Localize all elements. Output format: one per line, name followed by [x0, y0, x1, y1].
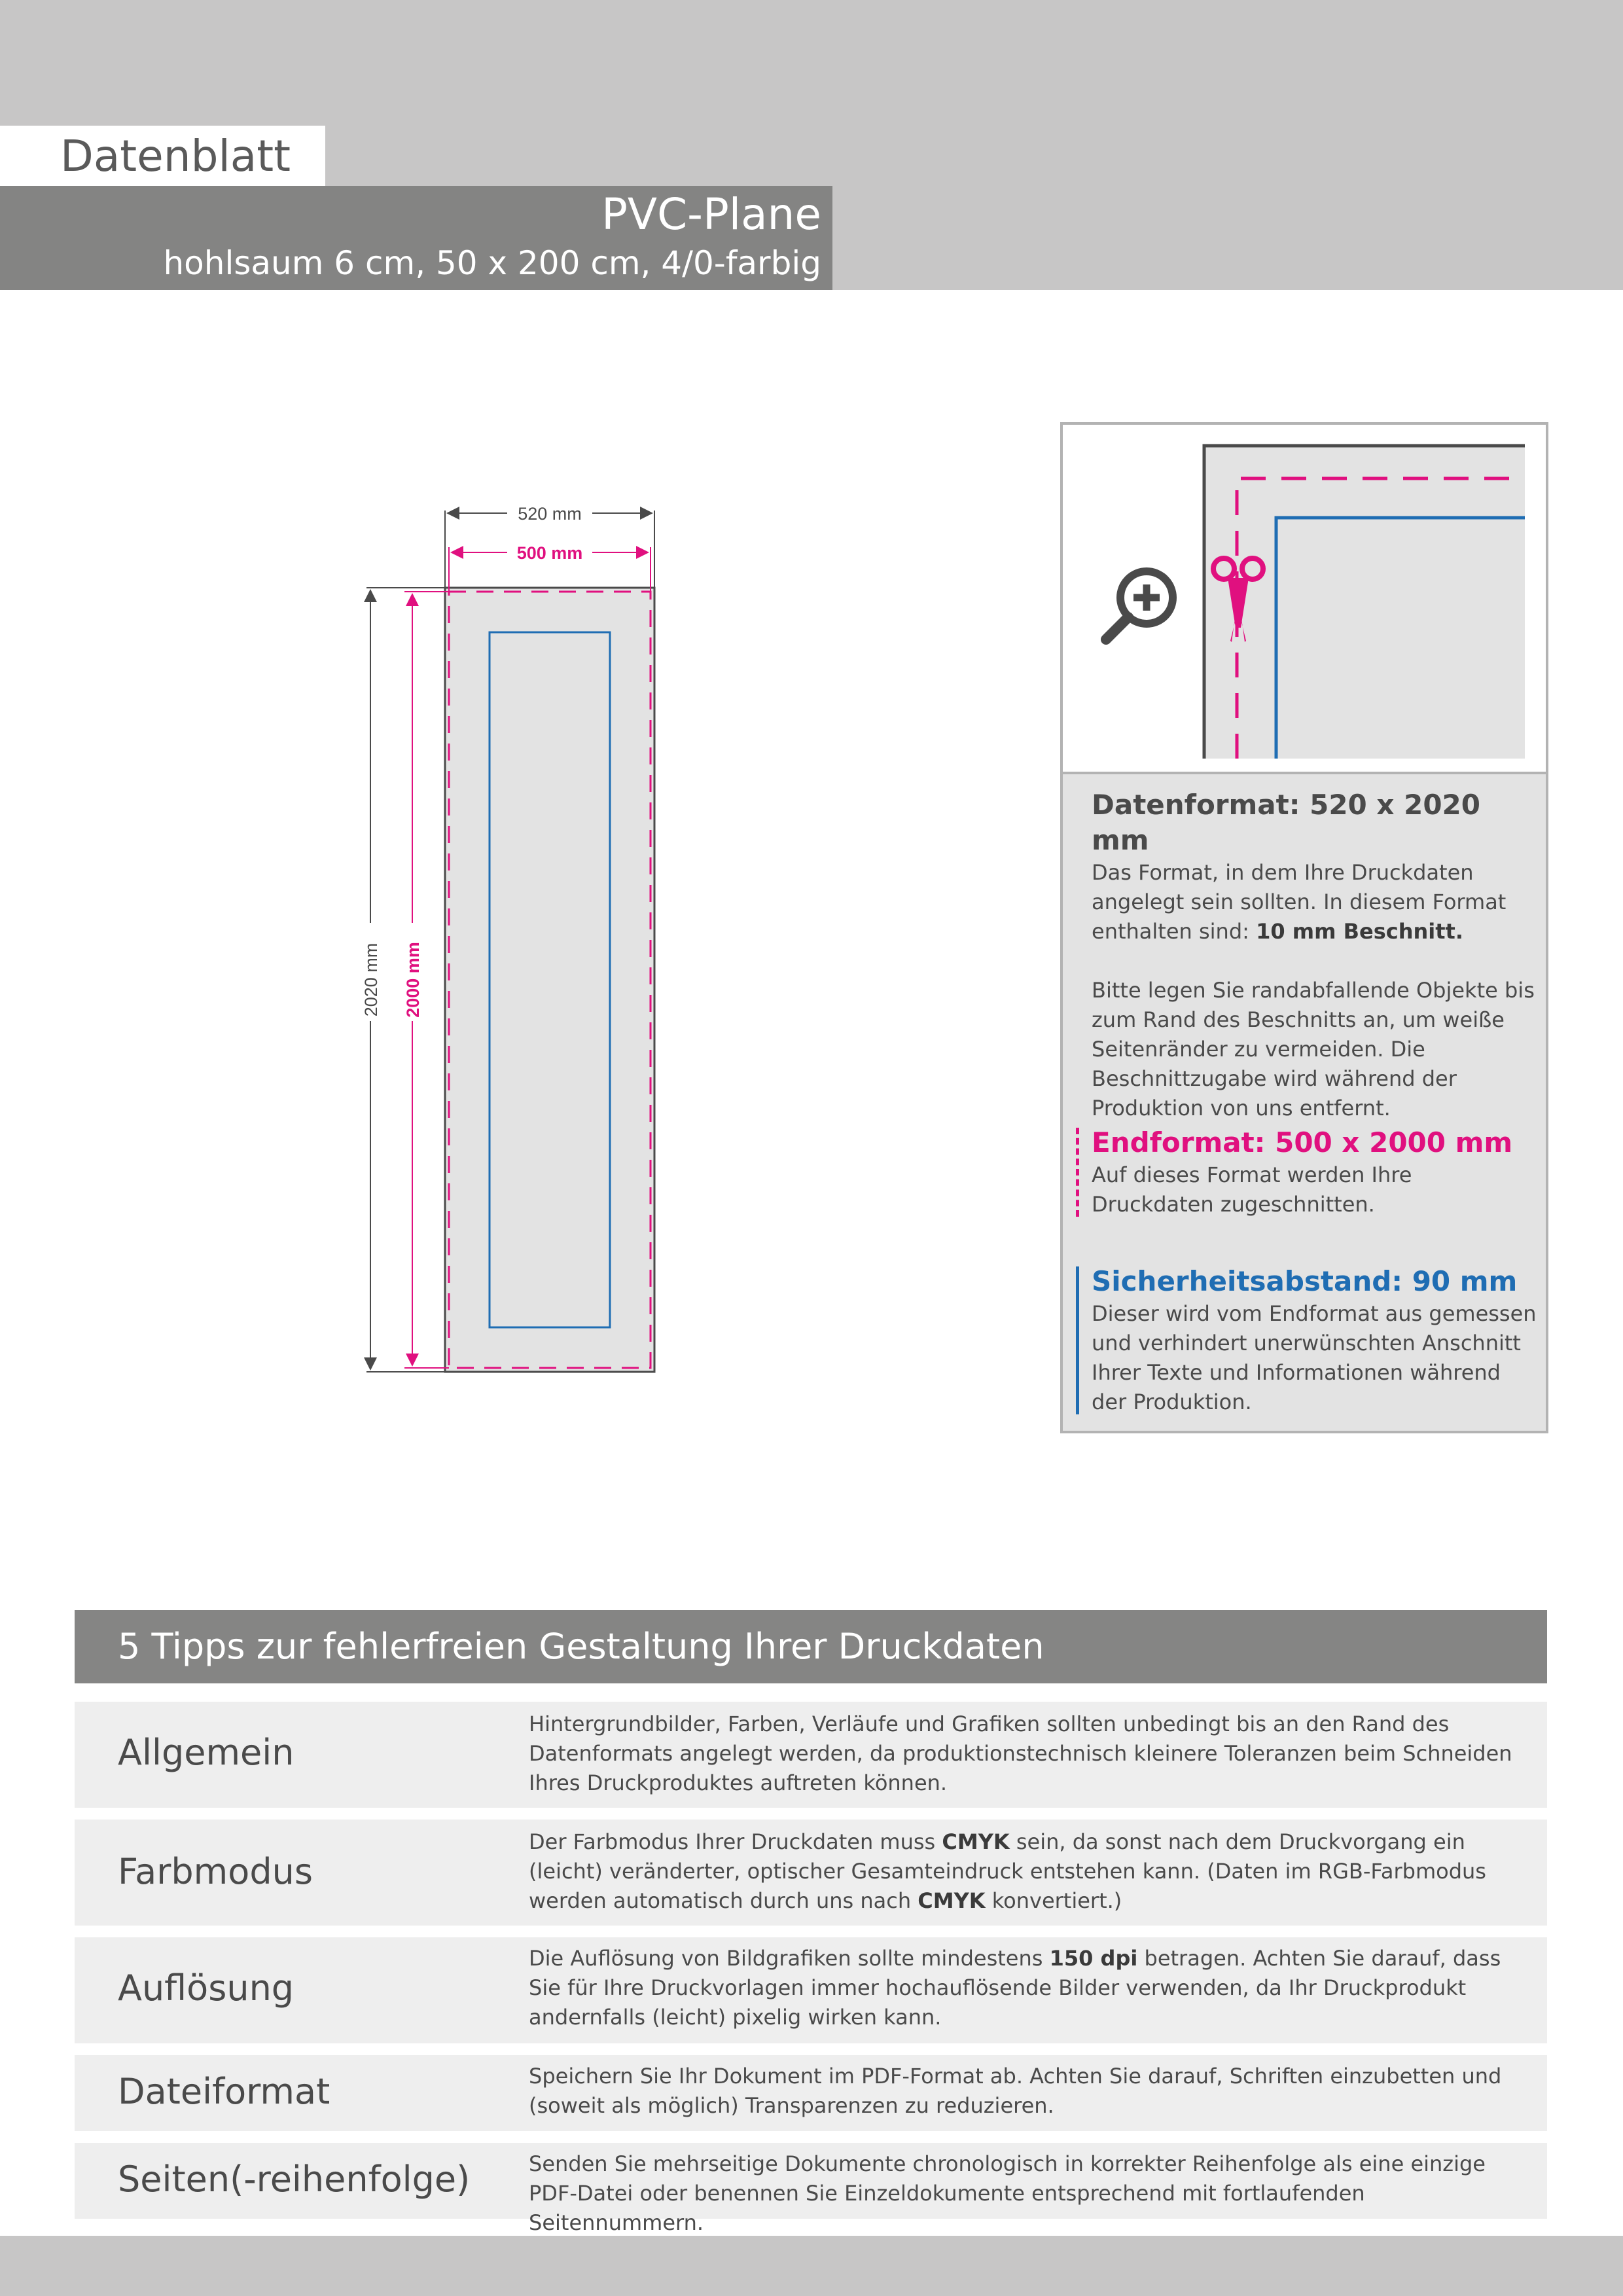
tip-text-part: betragen. Achten Sie darauf, dass Sie für Ihre Druckvorlagen immer hochauflösende Bilder verwenden, da Ihr Druckprodukt andernfalls (leicht) pixelig wirken kann.	[529, 1946, 1501, 2030]
datenformat-note: Bitte legen Sie randabfallende Objekte bis zum Rand des Beschnitts an, um weiße Seitenränder zu vermeiden. Die Beschnittzugabe wird während der Produktion von uns entfernt.	[1092, 978, 1535, 1121]
tip-text-part: konvertiert.)	[991, 1888, 1122, 1913]
sicherheit-title: Sicherheitsabstand: 90 mm	[1092, 1265, 1518, 1297]
datenformat-text-bold: 10 mm Beschnitt.	[1256, 919, 1463, 944]
tip-text-part: Die Auflösung von Bildgrafiken sollte mindestens	[529, 1946, 1043, 1971]
data-format-rect	[445, 588, 654, 1372]
tip-row-aufloesung	[75, 1937, 1547, 2043]
scissors-icon	[1205, 549, 1271, 647]
tip-text-part: sein, da sonst nach dem Druckvorgang ein (leicht) veränderter, optischer Gesamteindruck entstehen kann. (Daten im RGB-Farbmodus werden automatisch durch uns nach	[529, 1829, 1486, 1913]
tip-title: Auflösung	[118, 1967, 294, 2009]
tip-text	[529, 1827, 1530, 1916]
sicherheit-marker	[1076, 1266, 1079, 1414]
sicherheit-text: Dieser wird vom Endformat aus gemessen und verhindert unerwünschten Anschnitt Ihrer Texte und Informationen während der Produktion.	[1092, 1301, 1537, 1414]
tip-title: Farbmodus	[118, 1851, 313, 1892]
sicherheit-block	[1092, 1264, 1537, 1417]
tip-text-part: Der Farbmodus Ihrer Druckdaten muss	[529, 1829, 936, 1854]
tip-title: Seiten(-reihenfolge)	[118, 2159, 471, 2200]
format-drawing	[340, 484, 707, 1388]
tip-row-farbmodus	[75, 1820, 1547, 1926]
tip-row-dateiformat	[75, 2055, 1547, 2131]
data-height-label: 2020 mm	[361, 942, 381, 1017]
datenformat-title: Datenformat: 520 x 2020 mm	[1092, 789, 1481, 856]
tip-title: Allgemein	[118, 1732, 294, 1773]
info-panel	[1060, 422, 1548, 1433]
endformat-marker	[1076, 1128, 1079, 1217]
datenformat-text-a: Das Format, in dem Ihre Druckdaten angelegt sein sollten. In diesem Format enthalten sind:	[1092, 860, 1507, 944]
datenformat-text	[1092, 858, 1537, 946]
tip-row-seiten	[75, 2143, 1547, 2235]
format-info	[1063, 772, 1546, 1431]
end-width-label: 500 mm	[516, 543, 583, 563]
product-title: PVC-Plane	[601, 189, 821, 240]
product-subtitle: hohlsaum 6 cm, 50 x 200 cm, 4/0-farbig	[163, 244, 821, 282]
endformat-block	[1092, 1125, 1537, 1219]
tip-text: Hintergrundbilder, Farben, Verläufe und Grafiken sollten unbedingt bis an den Rand des Datenformats angelegt werden, da produktionstechnisch kleinere Toleranzen beim Schneiden Ihres Druckproduktes auftreten können.	[529, 1712, 1512, 1795]
endformat-title: Endformat: 500 x 2000 mm	[1092, 1126, 1513, 1158]
tips-header	[75, 1610, 1547, 1683]
endformat-text: Auf dieses Format werden Ihre Druckdaten zugeschnitten.	[1092, 1162, 1412, 1217]
tip-text-bold: CMYK	[918, 1888, 986, 1913]
tip-text: Senden Sie mehrseitige Dokumente chronologisch in korrekter Reihenfolge als eine einzige PDF-Datei oder benennen Sie Einzeldokumente entsprechend mit fortlaufenden Seitennummern.	[529, 2151, 1486, 2235]
datenformat-block	[1092, 787, 1537, 1123]
bottom-banner	[0, 2236, 1623, 2296]
tip-text-bold: CMYK	[942, 1829, 1010, 1854]
zoom-in-icon	[1098, 564, 1183, 649]
data-width-label: 520 mm	[518, 504, 582, 524]
zoom-detail	[1063, 425, 1546, 772]
tip-text	[529, 1944, 1530, 2032]
tip-text: Speichern Sie Ihr Dokument im PDF-Format ab. Achten Sie darauf, Schriften einzubetten und (soweit als möglich) Transparenzen zu reduzieren.	[529, 2064, 1502, 2118]
tips-header-title: 5 Tipps zur fehlerfreien Gestaltung Ihrer Druckdaten	[118, 1626, 1044, 1667]
document-label: Datenblatt	[60, 131, 291, 181]
tip-text-bold: 150 dpi	[1049, 1946, 1138, 1971]
tip-row-allgemein	[75, 1702, 1547, 1808]
tip-title: Dateiformat	[118, 2071, 330, 2112]
end-height-label: 2000 mm	[403, 942, 423, 1018]
